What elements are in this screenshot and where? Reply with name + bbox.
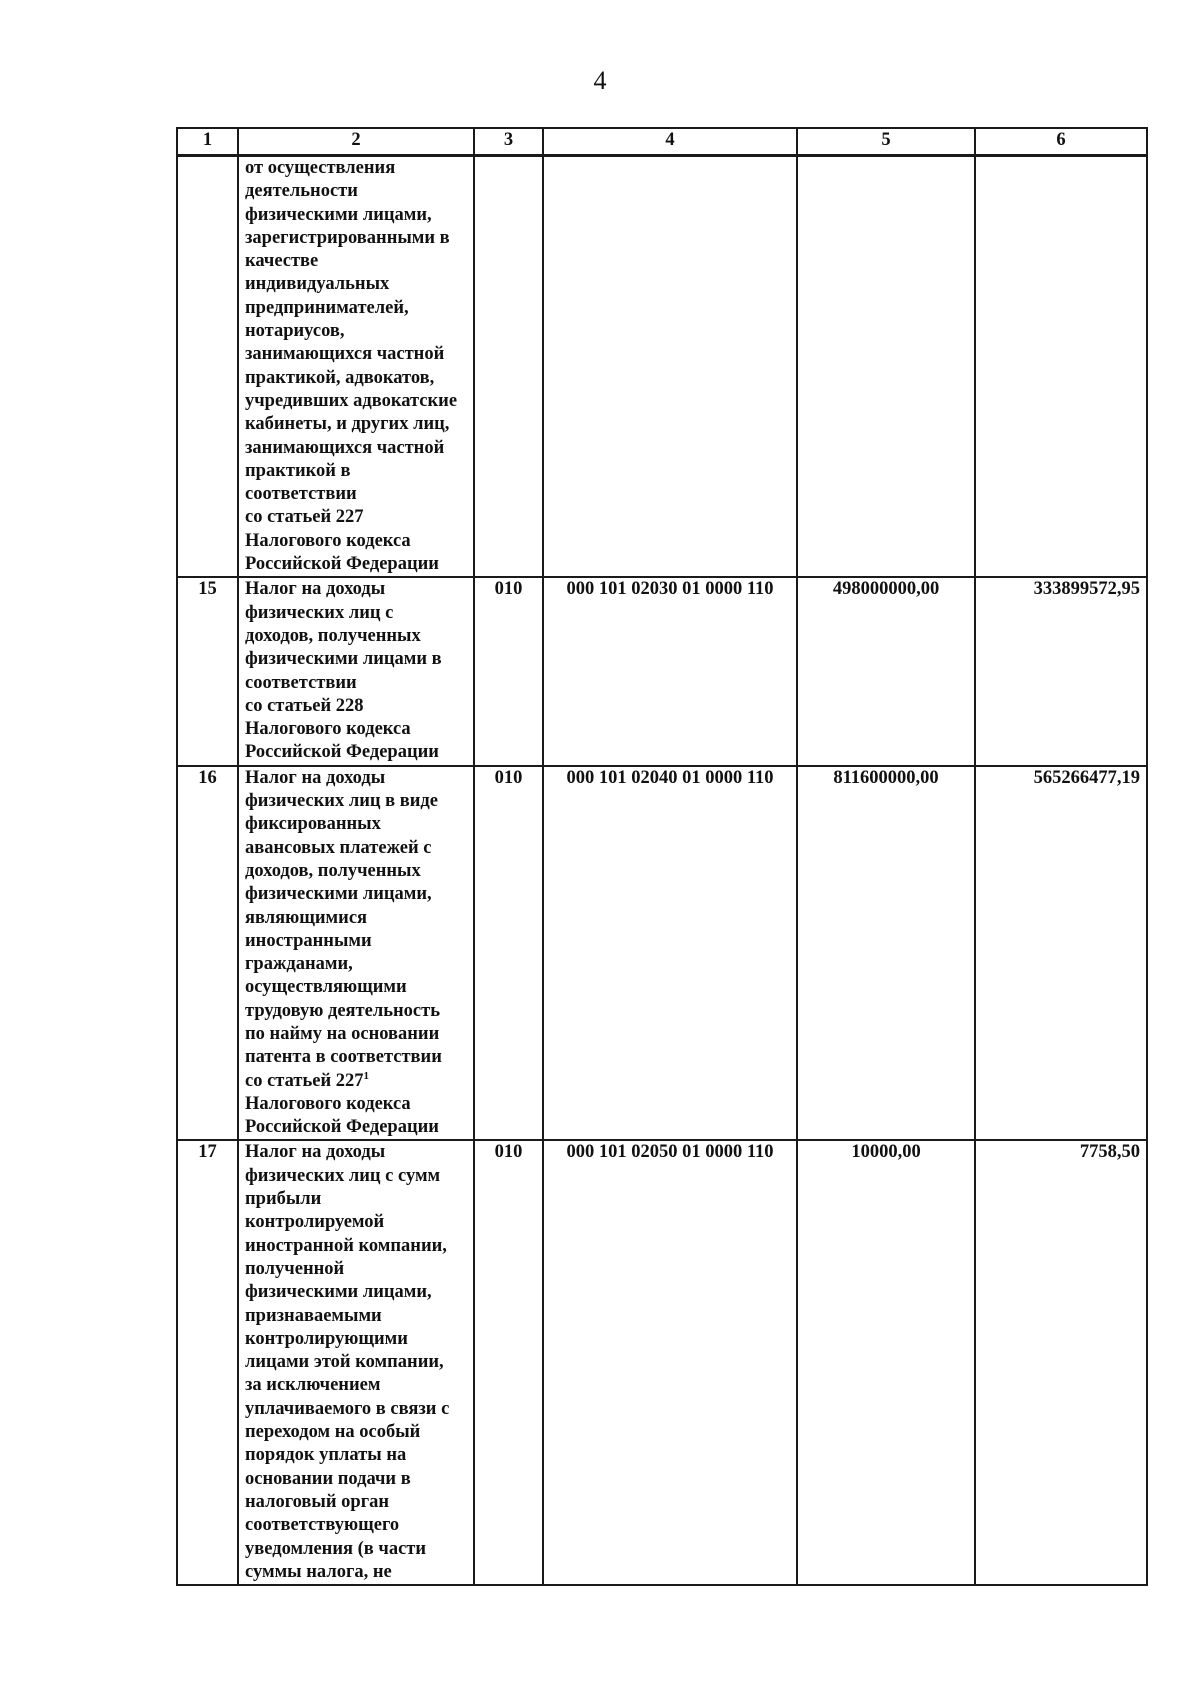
table-row xyxy=(177,577,1147,765)
revenue-name xyxy=(238,766,474,1141)
header-col-6: 6 xyxy=(975,128,1147,156)
page-number: 4 xyxy=(593,66,607,95)
header-col-4: 4 xyxy=(543,128,797,156)
fact-amount: 7758,50 xyxy=(975,1140,1147,1585)
header-row xyxy=(177,128,1147,156)
revenue-table xyxy=(176,127,1148,1586)
table-row xyxy=(177,1140,1147,1585)
fact-amount xyxy=(975,156,1147,578)
revenue-name-text: Налог на доходы физических лиц в виде фиксированных авансовых платежей с доходов, полученных физическими лицами, являющимися иностранными гражданами, осуществляющими трудовую деятельность по найму на основании патента в соответствии со статьей 227 xyxy=(245,767,442,1091)
header-col-3: 3 xyxy=(474,128,543,156)
row-number: 17 xyxy=(177,1140,238,1585)
header-col-5: 5 xyxy=(797,128,975,156)
admin-code: 010 xyxy=(474,766,543,1141)
kbk-code: 000 101 02030 01 0000 110 xyxy=(543,577,797,765)
fact-amount: 333899572,95 xyxy=(975,577,1147,765)
row-number: 15 xyxy=(177,577,238,765)
row-number xyxy=(177,156,238,578)
article-superscript: 1 xyxy=(363,1069,369,1082)
table-row xyxy=(177,156,1147,578)
header-col-2: 2 xyxy=(238,128,474,156)
revenue-name: от осуществления деятельности физическими лицами, зарегистрированными в качестве индивидуальных предпринимателей, нотариусов, занимающихся частной практикой, адвокатов, учредивших адвокатские кабинеты, и других лиц, занимающихся частной практикой в соответствии со статьей 227 Налогового кодекса Российской Федерации xyxy=(238,156,474,578)
header-col-1: 1 xyxy=(177,128,238,156)
admin-code xyxy=(474,156,543,578)
table-row xyxy=(177,766,1147,1141)
revenue-name: Налог на доходы физических лиц с доходов, полученных физическими лицами в соответствии со статьей 228 Налогового кодекса Российской Федерации xyxy=(238,577,474,765)
revenue-name: Налог на доходы физических лиц с сумм прибыли контролируемой иностранной компании, полученной физическими лицами, признаваемыми контролирующими лицами этой компании, за исключением уплачиваемого в связи с переходом на особый порядок уплаты на основании подачи в налоговый орган соответствующего уведомления (в части суммы налога, не xyxy=(238,1140,474,1585)
row-number: 16 xyxy=(177,766,238,1141)
kbk-code: 000 101 02050 01 0000 110 xyxy=(543,1140,797,1585)
plan-amount xyxy=(797,156,975,578)
kbk-code: 000 101 02040 01 0000 110 xyxy=(543,766,797,1141)
plan-amount: 498000000,00 xyxy=(797,577,975,765)
fact-amount: 565266477,19 xyxy=(975,766,1147,1141)
plan-amount: 10000,00 xyxy=(797,1140,975,1585)
plan-amount: 811600000,00 xyxy=(797,766,975,1141)
admin-code: 010 xyxy=(474,1140,543,1585)
kbk-code xyxy=(543,156,797,578)
admin-code: 010 xyxy=(474,577,543,765)
revenue-name-text-cont: Налогового кодекса Российской Федерации xyxy=(245,1093,439,1138)
